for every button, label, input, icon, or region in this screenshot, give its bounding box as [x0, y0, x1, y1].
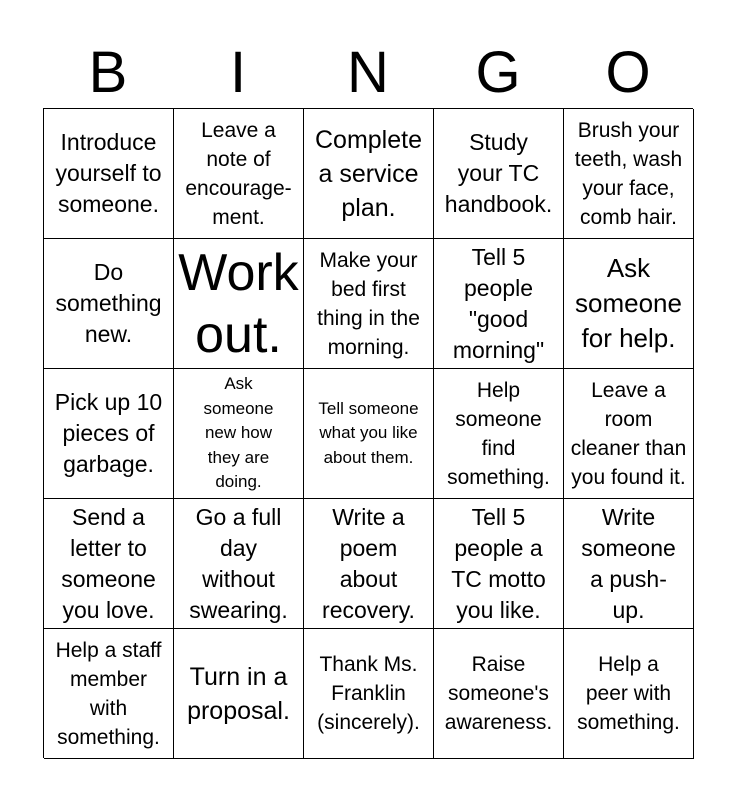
bingo-cell-r5-c5[interactable] — [564, 629, 694, 759]
bingo-cell-r1-c1[interactable] — [44, 109, 174, 239]
cell-text: Thank Ms. Franklin (sincerely). — [317, 653, 420, 734]
cell-text: Make your bed first thing in the morning. — [317, 248, 420, 359]
cell-text: Tell 5 people a TC motto you like. — [451, 503, 546, 623]
header-letter-o: O — [605, 40, 651, 105]
bingo-cell-r4-c1[interactable] — [44, 499, 174, 629]
bingo-header — [43, 38, 693, 108]
cell-text: Do something new. — [55, 259, 162, 347]
header-letter-g: G — [475, 40, 521, 105]
cell-text: Tell someone what you like about them. — [318, 398, 419, 467]
bingo-cell-r2-c4[interactable] — [434, 239, 564, 369]
bingo-cell-r5-c2[interactable] — [174, 629, 304, 759]
bingo-cell-r1-c3[interactable] — [304, 109, 434, 239]
bingo-cell-r3-c5[interactable] — [564, 369, 694, 499]
cell-text: Go a full day without swearing. — [189, 503, 288, 623]
bingo-cell-r3-c1[interactable] — [44, 369, 174, 499]
cell-text: Study your TC handbook. — [444, 129, 553, 217]
bingo-cell-r4-c4[interactable] — [434, 499, 564, 629]
cell-text: Help a staff member with something. — [55, 638, 162, 749]
bingo-board — [43, 108, 693, 758]
bingo-cell-r1-c5[interactable] — [564, 109, 694, 239]
cell-text: Ask someone new how they are doing. — [203, 374, 274, 492]
bingo-cell-r2-c5[interactable] — [564, 239, 694, 369]
cell-text: Raise someone's awareness. — [444, 653, 553, 734]
cell-text: Write someone a push- up. — [581, 503, 676, 623]
bingo-cell-r3-c2[interactable] — [174, 369, 304, 499]
bingo-cell-r5-c1[interactable] — [44, 629, 174, 759]
cell-text: Write a poem about recovery. — [322, 503, 415, 623]
bingo-cell-r4-c3[interactable] — [304, 499, 434, 629]
bingo-cell-r2-c3[interactable] — [304, 239, 434, 369]
cell-text: Help someone find something. — [447, 378, 550, 489]
bingo-cell-r1-c4[interactable] — [434, 109, 564, 239]
cell-text: Ask someone for help. — [575, 253, 682, 353]
bingo-cell-r2-c2[interactable] — [174, 239, 304, 369]
bingo-cell-r2-c1[interactable] — [44, 239, 174, 369]
bingo-cell-r1-c2[interactable] — [174, 109, 304, 239]
bingo-cell-r4-c5[interactable] — [564, 499, 694, 629]
bingo-cell-r4-c2[interactable] — [174, 499, 304, 629]
cell-text: Work out. — [178, 243, 299, 364]
cell-text: Introduce yourself to someone. — [55, 129, 162, 217]
cell-text: Leave a note of encourage- ment. — [185, 118, 292, 229]
bingo-cell-r5-c3[interactable] — [304, 629, 434, 759]
bingo-cell-r5-c4[interactable] — [434, 629, 564, 759]
cell-text: Complete a service plan. — [315, 125, 422, 222]
header-letter-b: B — [88, 40, 128, 105]
cell-text: Tell 5 people "good morning" — [452, 243, 545, 363]
header-letter-i: I — [229, 40, 247, 105]
cell-text: Help a peer with something. — [577, 653, 680, 734]
bingo-cell-r3-c3[interactable] — [304, 369, 434, 499]
cell-text: Leave a room cleaner than you found it. — [570, 378, 687, 489]
cell-text: Send a letter to someone you love. — [61, 503, 156, 623]
header-letter-n: N — [347, 40, 389, 105]
cell-text: Pick up 10 pieces of garbage. — [54, 389, 163, 477]
cell-text: Brush your teeth, wash your face, comb hair. — [574, 118, 683, 229]
bingo-cell-r3-c4[interactable] — [434, 369, 564, 499]
cell-text: Turn in a proposal. — [187, 662, 290, 725]
